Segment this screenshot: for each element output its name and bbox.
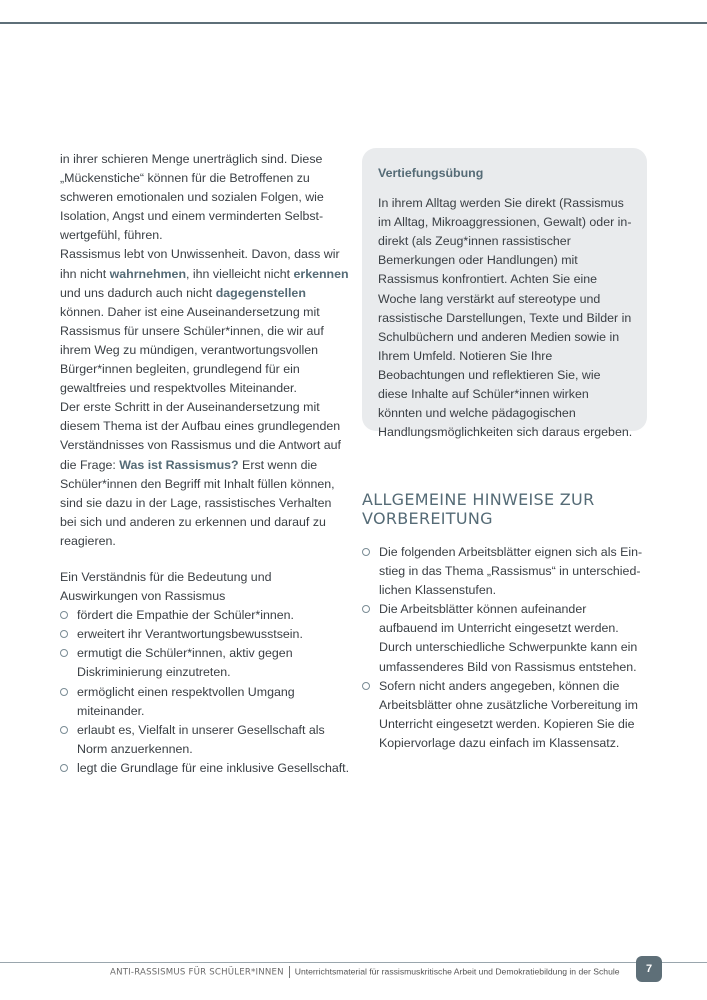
section-heading: ALLGEMEINE HINWEISE ZUR VORBEREITUNG bbox=[362, 490, 595, 528]
list-item-text: Die Arbeitsblätter können aufeinander aufbauend im Unterricht eingesetzt werden. Durch unterschiedliche Schwerpunkte kann ein umfassenderes Bild von Rassismus entstehen. bbox=[379, 602, 638, 674]
text-span: und uns dadurch auch nicht bbox=[60, 285, 216, 300]
understanding-list bbox=[60, 606, 350, 778]
footer-separator bbox=[289, 966, 290, 978]
bullet-icon bbox=[60, 726, 68, 734]
list-item bbox=[60, 625, 350, 644]
list-item bbox=[60, 606, 350, 625]
list-item-text: Die folgenden Arbeitsblätter eignen sich als Einstieg in das Thema „Rassismus“ in unterschiedlichen Klassenstufen. bbox=[379, 545, 643, 598]
list-item-text: fördert die Empathie der Schüler*innen. bbox=[77, 608, 294, 623]
list-item-text: ermutigt die Schüler*innen, aktiv gegen Diskriminierung einzutreten. bbox=[77, 646, 293, 680]
bullet-icon bbox=[60, 649, 68, 657]
bullet-icon bbox=[60, 611, 68, 619]
list-item-text: Sofern nicht anders angegeben, können die Arbeitsblätter ohne zusätzliche Vorbereitung im Unterricht eingesetzt werden. Kopieren Sie die Kopiervorlage dazu einfach im Klassensatz. bbox=[379, 678, 638, 750]
list-item-text: erweitert ihr Verantwortungsbewusstsein. bbox=[77, 627, 303, 642]
bullet-icon bbox=[362, 548, 370, 556]
list-item-text: legt die Grundlage für eine inklusive Gesellschaft. bbox=[77, 760, 350, 775]
list-item-text: erlaubt es, Vielfalt in unserer Gesellschaft als Norm anzuerkennen. bbox=[77, 722, 325, 756]
footer bbox=[110, 966, 630, 978]
exercise-text: In ihrem Alltag werden Sie direkt (Rassismus im Alltag, Mikroaggressionen, Gewalt) oder indirekt (als Zeug*innen rassistischer Bemerkungen oder Handlungen) mit Rassismus konfrontiert. Achten Sie eine Woche lang verstärkt auf stereotype und rassistische Darstellungen, Texte und Bilder in Schulbüchern und anderen Medien sowie in Ihrem Umfeld. Notieren Sie Ihre Beobachtungen und reflektieren Sie, wie diese Inhalte auf Schüler*innen wirken könnten und welche pädagogischen Handlungsmöglichkeiten sich daraus ergeben. bbox=[378, 196, 633, 440]
footer-brand: ANTI-RASSISMUS FÜR SCHÜLER*INNEN bbox=[110, 967, 284, 978]
list-item bbox=[60, 721, 350, 759]
right-column-list bbox=[362, 543, 647, 753]
page-number: 7 bbox=[636, 956, 662, 982]
highlight-dagegenstellen: dagegenstellen bbox=[215, 285, 306, 300]
highlight-wahrnehmen: wahrnehmen bbox=[109, 266, 187, 281]
list-item bbox=[60, 644, 350, 682]
preparation-list bbox=[362, 543, 647, 753]
bullet-icon bbox=[60, 630, 68, 638]
paragraph-first-step bbox=[60, 398, 350, 551]
text-span: Der erste Schritt in der Auseinandersetzung mit diesem Thema ist der Aufbau eines grundlegenden Verständnisses von Rassismus und die Antwort auf die Frage: bbox=[60, 400, 342, 472]
list-item-text: ermöglicht einen respektvollen Umgang miteinander. bbox=[77, 684, 295, 718]
bullet-icon bbox=[60, 688, 68, 696]
paragraph-intro: in ihrer schieren Menge unerträglich sind. Diese „Mückenstiche“ können für die Betroffenen zu schweren emotionalen und sozialen Folgen, wie Isolation, Angst und einem verminderten Selbstwertgefühl, führen. bbox=[60, 152, 324, 243]
list-item bbox=[362, 543, 647, 600]
exercise-title: Vertiefungsübung bbox=[378, 166, 484, 180]
bullet-icon bbox=[362, 682, 370, 690]
text-span: Erst wenn die Schüler*innen den Begriff mit Inhalt füllen können, sind sie dazu in der Lage, rassistisches Verhalten bei sich und anderen zu erkennen und darauf zu reagieren. bbox=[60, 457, 335, 548]
footer-subtitle: Unterrichtsmaterial für rassismuskritische Arbeit und Demokratiebildung in der Schule bbox=[294, 966, 620, 977]
text-span: , ihn vielleicht nicht bbox=[186, 266, 294, 281]
footer-rule bbox=[0, 962, 707, 963]
list-item bbox=[362, 600, 647, 676]
highlight-was-ist-rassismus: Was ist Rassismus? bbox=[119, 457, 239, 472]
list-item bbox=[60, 683, 350, 721]
highlight-erkennen: erkennen bbox=[293, 266, 349, 281]
bullet-icon bbox=[362, 605, 370, 613]
paragraph-ignorance bbox=[60, 245, 350, 398]
list-item bbox=[60, 759, 350, 778]
exercise-box bbox=[362, 148, 647, 440]
list-item bbox=[362, 677, 647, 753]
bullet-icon bbox=[60, 764, 68, 772]
left-column bbox=[60, 150, 350, 778]
text-span: Rassismus lebt von Unwissenheit. Davon, dass wir ihn nicht bbox=[60, 247, 340, 281]
text-span: können. Daher ist eine Auseinandersetzung mit Rassismus für unsere Schüler*innen, die wir auf ihrem Weg zu mündigen, verantwortungsvollen Bürger*innen begleiten, grundlegend für ein gewaltfreies und respektvolles Miteinander. bbox=[60, 304, 324, 396]
top-rule bbox=[0, 22, 707, 24]
list-intro: Ein Verständnis für die Bedeutung und Auswirkungen von Rassismus bbox=[60, 569, 272, 604]
